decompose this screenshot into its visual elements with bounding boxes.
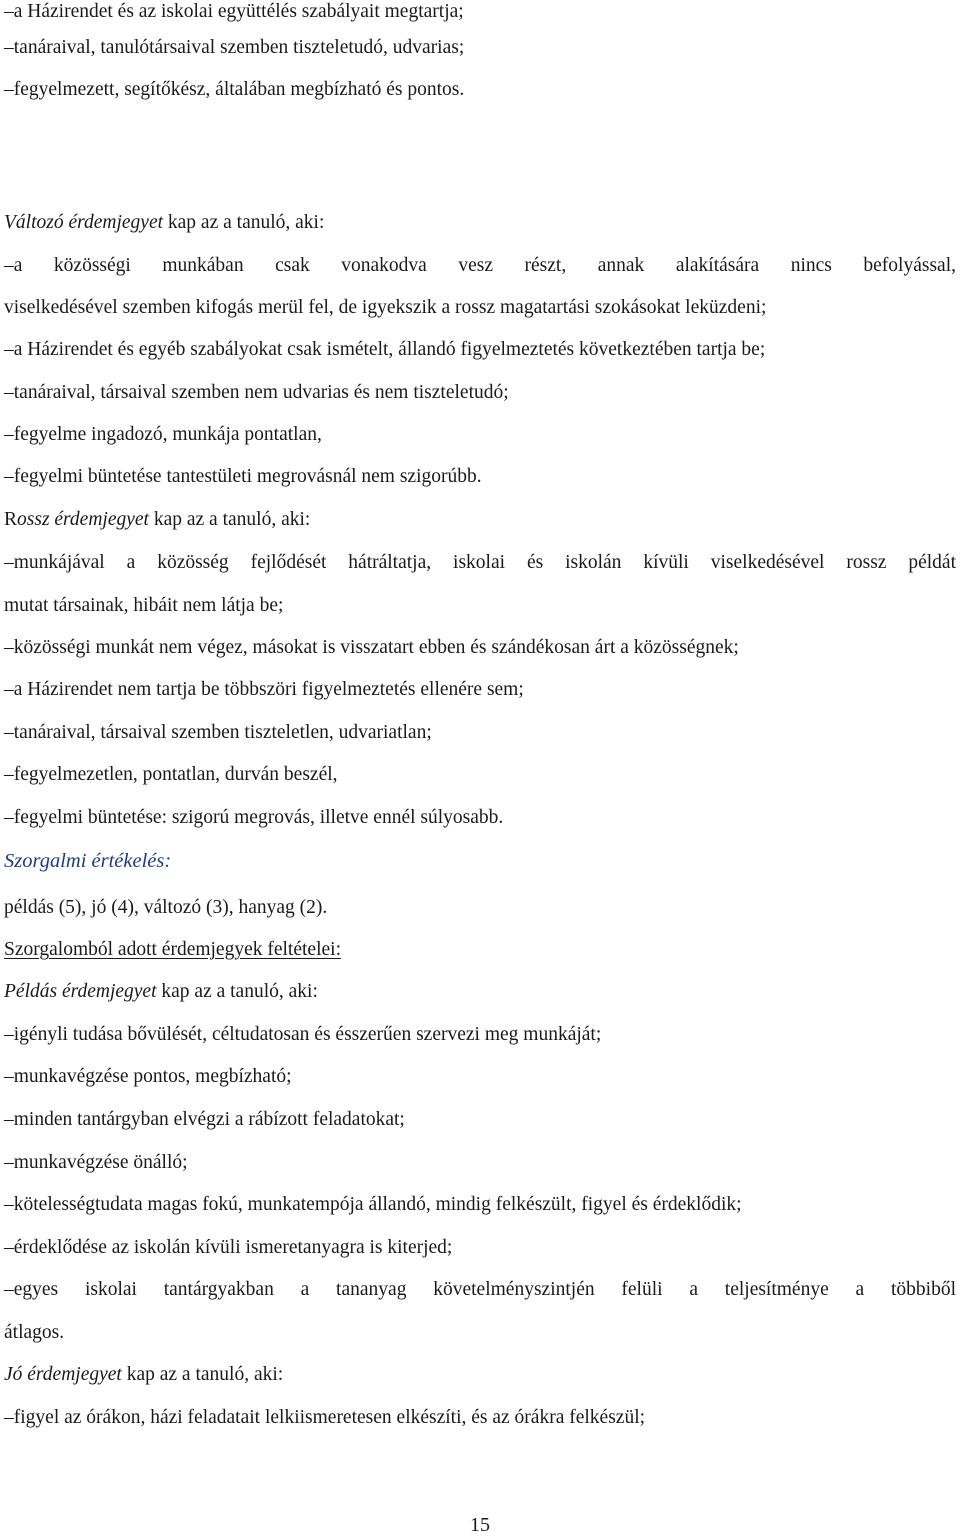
rossz-item-1-cont: mutat társainak, hibáit nem látja be; — [4, 595, 284, 616]
rossz-item-5: –fegyelmezetlen, pontatlan, durván beszél, — [4, 764, 338, 785]
rossz-item-2: –közösségi munkát nem végez, másokat is visszatart ebben és szándékosan árt a közösségnek; — [4, 637, 739, 658]
intro-line-1: –a Házirendet és az iskolai együttélés szabályait megtartja; — [4, 1, 464, 22]
jo-item-1: –figyel az órákon, házi feladatait lelkiismeretesen elkészíti, és az órákra felkészül; — [4, 1407, 646, 1428]
valtozo-term: Változó érdemjegyet — [4, 212, 164, 233]
rossz-item-4: –tanáraival, társaival szemben tiszteletlen, udvariatlan; — [4, 722, 432, 743]
peldas-item-7-cont: átlagos. — [4, 1322, 65, 1343]
peldas-item-1: –igényli tudása bővülését, céltudatosan és ésszerűen szervezi meg munkáját; — [4, 1024, 602, 1045]
intro-line-2: –tanáraival, tanulótársaival szemben tiszteletudó, udvarias; — [4, 37, 465, 58]
szorgalom-heading: Szorgalmi értékelés: — [4, 850, 172, 872]
rossz-term: ossz érdemjegyet — [17, 509, 149, 530]
intro-line-3: –fegyelmezett, segítőkész, általában megbízható és pontos. — [4, 79, 465, 100]
jo-intro — [4, 1363, 283, 1387]
szorgalom-conditions: Szorgalomból adott érdemjegyek feltételei: — [4, 939, 341, 960]
valtozo-item-1-cont: viselkedésével szemben kifogás merül fel, de igyekszik a rossz magatartási szokásokat leküzdeni; — [4, 297, 767, 318]
peldas-item-3: –minden tantárgyban elvégzi a rábízott feladatokat; — [4, 1109, 405, 1130]
valtozo-item-3: –tanáraival, társaival szemben nem udvarias és nem tiszteletudó; — [4, 382, 509, 403]
peldas-item-7: –egyes iskolai tantárgyakban a tananyag követelményszintjén felüli a teljesítménye a többiből — [4, 1279, 956, 1300]
peldas-rest: kap az a tanuló, aki: — [156, 981, 318, 1002]
rossz-first-letter: R — [4, 509, 18, 530]
jo-term: Jó érdemjegyet — [4, 1364, 122, 1385]
valtozo-item-4: –fegyelme ingadozó, munkája pontatlan, — [4, 424, 322, 445]
rossz-rest: kap az a tanuló, aki: — [148, 509, 311, 530]
peldas-item-2: –munkavégzése pontos, megbízható; — [4, 1066, 292, 1087]
peldas-item-6: –érdeklődése az iskolán kívüli ismeretanyagra is kiterjed; — [4, 1237, 453, 1258]
szorgalom-scale: példás (5), jó (4), változó (3), hanyag (2). — [4, 897, 328, 918]
peldas-item-4: –munkavégzése önálló; — [4, 1152, 188, 1173]
valtozo-item-5: –fegyelmi büntetése tantestületi megrovásnál nem szigorúbb. — [4, 466, 482, 487]
page-number: 15 — [470, 1514, 490, 1536]
valtozo-item-2: –a Házirendet és egyéb szabályokat csak ismételt, állandó figyelmeztetés következtében tartja be; — [4, 339, 766, 360]
valtozo-intro — [4, 211, 324, 235]
rossz-item-6: –fegyelmi büntetése: szigorú megrovás, illetve ennél súlyosabb. — [4, 807, 504, 828]
rossz-intro — [4, 508, 310, 532]
peldas-intro — [4, 980, 318, 1004]
peldas-term: Példás érdemjegyet — [4, 981, 157, 1002]
rossz-item-1: –munkájával a közösség fejlődését hátráltatja, iskolai és iskolán kívüli viselkedésével rossz példát — [4, 552, 956, 573]
jo-rest: kap az a tanuló, aki: — [121, 1364, 284, 1385]
valtozo-item-1: –a közösségi munkában csak vonakodva vesz részt, annak alakítására nincs befolyással, — [4, 255, 956, 276]
peldas-item-5: –kötelességtudata magas fokú, munkatempója állandó, mindig felkészült, figyel és érdeklődik; — [4, 1194, 742, 1215]
rossz-item-3: –a Házirendet nem tartja be többszöri figyelmeztetés ellenére sem; — [4, 679, 524, 700]
valtozo-rest: kap az a tanuló, aki: — [163, 212, 325, 233]
